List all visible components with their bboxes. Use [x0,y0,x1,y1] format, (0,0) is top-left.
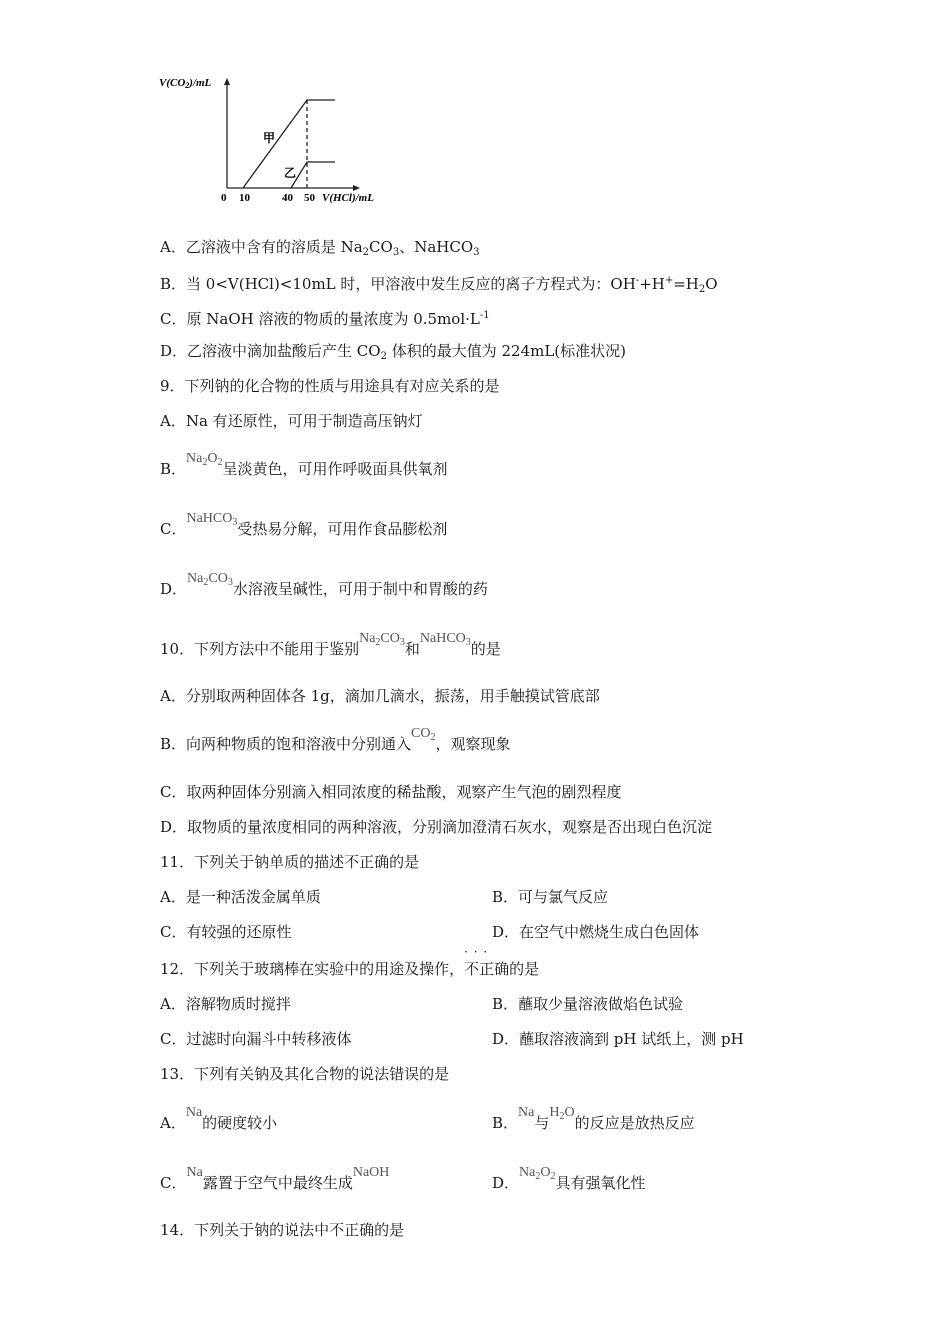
q10-stem [160,631,501,665]
formula: Na [186,1165,203,1180]
origin-label: 0 [221,192,227,204]
q10-option-a: A．分别取两种固体各 1g，滴加几滴水，振荡，用手触摸试管底部 [160,687,600,705]
option-label: A． [160,1114,186,1132]
q13-option-d [492,1165,646,1199]
stem-text: 和 [404,640,420,658]
stem-text: 的是 [470,640,501,658]
option-label: B． [160,460,187,478]
q9-option-c [160,511,448,545]
q8-option-b: B．当 0<V(HCl)<10mL 时，甲溶液中发生反应的离子方程式为：$OH^-+H^+=H_2O$ [160,275,718,295]
option-text: ，观察现象 [435,735,511,753]
stem-text: 的是 [509,960,540,978]
x-tick-label: 50 [304,192,315,204]
q8-option-c: C．原 NaOH 溶液的物质的量浓度为 $0.5mol\cdot L^{-1}$ [160,310,490,328]
q13-option-c [160,1165,390,1195]
formula: $Na_2O_2$ [519,1165,556,1182]
q14-stem: 14．下列关于钠的说法中不正确的是 [160,1221,405,1239]
q13-option-b [492,1105,695,1139]
option-text: 受热易分解，可用作食品膨松剂 [237,520,448,538]
stem-text: 12．下列关于玻璃棒在实验中的用途及操作， [160,960,465,978]
formula: $H_2O$ [549,1105,575,1122]
q11-option-a: A．是一种活泼金属单质 [160,888,321,906]
series-yi-label: 乙 [284,166,297,180]
stem-text: 10．下列方法中不能用于鉴别 [160,640,360,658]
q9-stem: 9．下列钠的化合物的性质与用途具有对应关系的是 [160,377,500,395]
q12-option-a: A．溶解物质时搅拌 [160,995,291,1013]
x-axis-arrow [353,185,360,191]
q12-stem [160,959,539,979]
co2-hcl-chart [155,70,395,215]
q13-option-a [160,1105,278,1135]
option-text: 与 [534,1114,550,1132]
formula: NaOH [352,1165,390,1180]
option-text: 水溶液呈碱性，可用于制中和胃酸的药 [232,580,488,598]
formula: $CO_2$ [411,726,436,743]
formula: $Na_2CO_3$ [187,571,233,588]
q11-stem: 11．下列关于钠单质的描述不正确的是 [160,853,420,871]
option-text: 露置于空气中最终生成 [202,1174,353,1192]
q12-option-b: B．蘸取少量溶液做焰色试验 [492,995,684,1013]
q11-option-d: D．在空气中燃烧生成白色固体 [492,923,700,941]
emphasis-text: · · · 不正确 [464,960,509,978]
x-tick-label: 40 [282,192,293,204]
option-text: 的反应是放热反应 [574,1114,695,1132]
q11-option-b: B．可与氯气反应 [492,888,609,906]
y-axis-arrow [224,78,230,85]
x-tick-label: 10 [239,192,250,204]
q11-option-c: C．有较强的还原性 [160,923,292,941]
q9-option-a: A．Na 有还原性，可用于制造高压钠灯 [160,412,423,430]
option-label: B． [492,1114,519,1132]
q13-stem: 13．下列有关钠及其化合物的说法错误的是 [160,1065,450,1083]
formula: NaHCO$_3$ [419,631,471,648]
q10-option-c: C．取两种固体分别滴入相同浓度的稀盐酸，观察产生气泡的剧烈程度 [160,783,622,801]
q9-option-b [160,451,448,485]
series-jia-label: 甲 [263,131,276,145]
option-text: 具有强氧化性 [555,1174,646,1192]
q12-option-d: D．蘸取溶液滴到 pH 试纸上，测 pH [492,1030,744,1048]
option-label: C． [160,520,187,538]
option-label: D． [160,580,188,598]
formula: $Na_2O_2$ [186,451,223,468]
option-text: B．向两种物质的饱和溶液中分别通入 [160,735,412,753]
formula: Na [518,1105,535,1120]
option-label: C． [160,1174,187,1192]
option-label: D． [492,1174,520,1192]
q9-option-d [160,571,488,605]
formula: NaHCO$_3$ [186,511,238,528]
option-text: 呈淡黄色，可用作呼吸面具供氧剂 [222,460,448,478]
formula: Na [185,1105,203,1120]
q12-option-c: C．过滤时向漏斗中转移液体 [160,1030,352,1048]
q8-option-d: D．乙溶液中滴加盐酸后产生 $CO_2$ 体积的最大值为 224mL(标准状况) [160,342,627,362]
q10-option-b [160,726,511,760]
series-yi-line [291,162,335,188]
q8-option-a: A．乙溶液中含有的溶质是 $Na_2CO_3$、NaHCO$_3$ [160,238,480,258]
q10-option-d: D．取物质的量浓度相同的两种溶液，分别滴加澄清石灰水，观察是否出现白色沉淀 [160,818,713,836]
y-axis-label: V(CO2)/mL [159,77,212,90]
option-text: 的硬度较小 [202,1114,278,1132]
x-axis-label: V(HCl)/mL [322,192,374,204]
formula: $Na_2CO_3$ [359,631,405,648]
